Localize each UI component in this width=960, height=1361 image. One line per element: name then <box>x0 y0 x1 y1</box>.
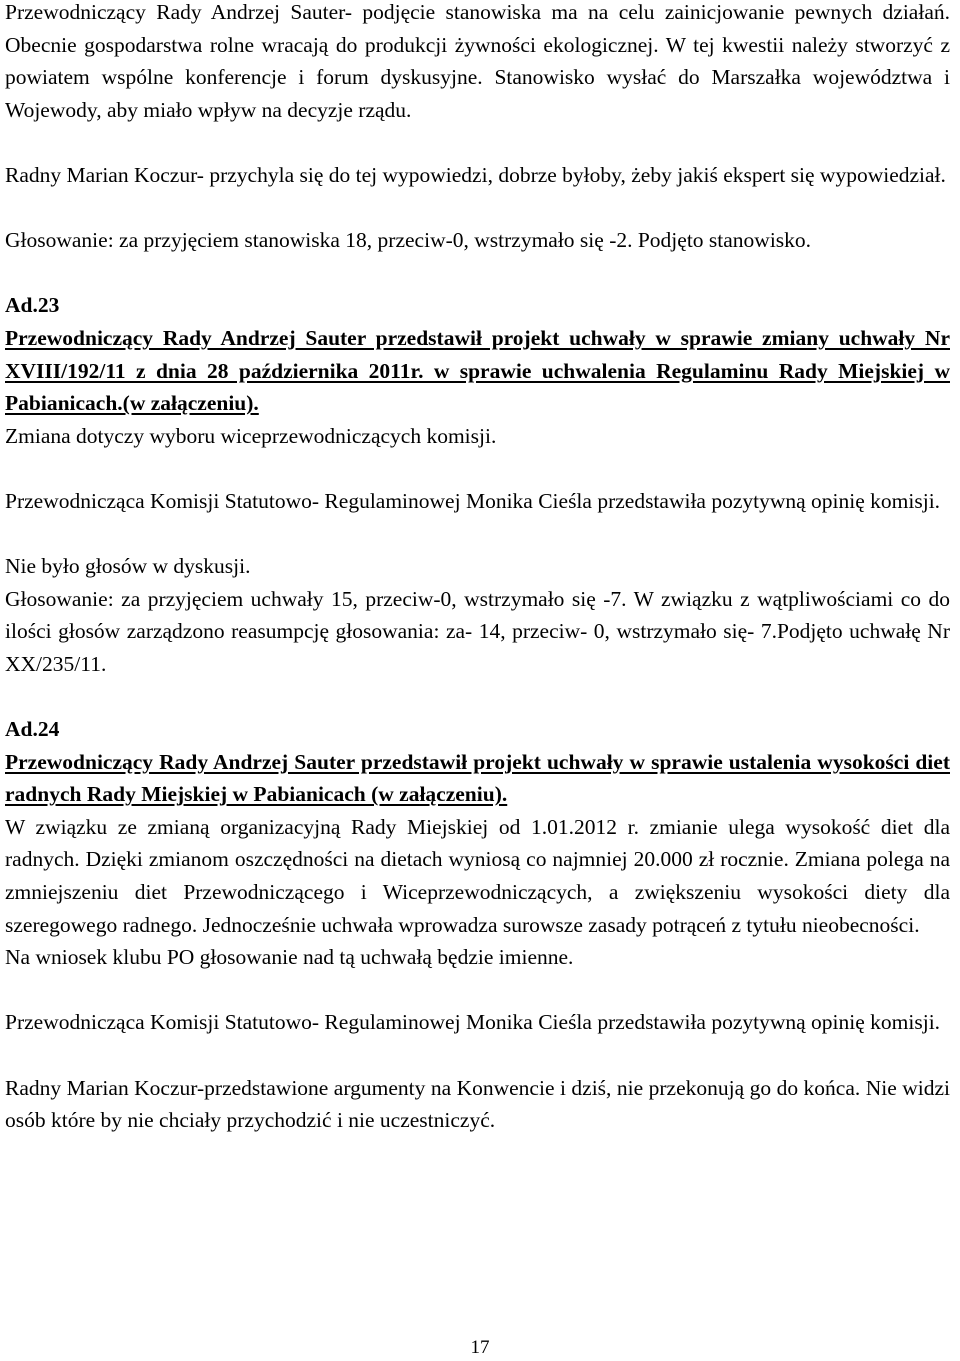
paragraph-ad23-discussion: Nie było głosów w dyskusji. <box>5 554 251 579</box>
spacer <box>5 974 950 1007</box>
spacer <box>5 126 950 159</box>
paragraph-vote-stanowisko: Głosowanie: za przyjęciem stanowiska 18, przeciw-0, wstrzymało się -2. Podjęto stanowisko. <box>5 228 812 253</box>
spacer <box>5 192 950 225</box>
paragraph-ad24-koczur: Radny Marian Koczur-przedstawione argumenty na Konwencie i dziś, nie przekonują go do końca. Nie widzi osób które by nie chciały przychodzić i nie uczestniczyć. <box>5 1075 950 1133</box>
spacer <box>5 452 950 485</box>
paragraph-ad23-vote: Głosowanie: za przyjęciem uchwały 15, przeciw-0, wstrzymało się -7. W związku z wątpliwościami co do ilości głosów zarządzono reasumpcję głosowania: za- 14, przeciw- 0, wstrzymało się- 7.Podjęto uchwałę Nr XX/235/11. <box>5 586 950 676</box>
paragraph-ad23-opinion: Przewodnicząca Komisji Statutowo- Regulaminowej Monika Cieśla przedstawiła pozytywną opinię komisji. <box>5 488 941 513</box>
paragraph-koczur-opinion: Radny Marian Koczur- przychyla się do tej wypowiedzi, dobrze byłoby, żeby jakiś ekspert się wypowiedział. <box>5 162 946 187</box>
agenda-item-title-24: Przewodniczący Rady Andrzej Sauter przedstawił projekt uchwały w sprawie ustalenia wysokości diet radnych Rady Miejskiej w Pabianicach (w załączeniu). <box>5 749 950 807</box>
paragraph-ad24-body-last: Na wniosek klubu PO głosowanie nad tą uchwałą będzie imienne. <box>5 945 574 970</box>
spacer <box>5 257 950 290</box>
page-number: 17 <box>470 1337 490 1358</box>
paragraph-ad23-note: Zmiana dotyczy wyboru wiceprzewodniczących komisji. <box>5 423 497 448</box>
spacer <box>5 518 950 551</box>
spacer <box>5 680 950 713</box>
paragraph-ad24-body: W związku ze zmianą organizacyjną Rady Miejskiej od 1.01.2012 r. zmianie ulega wysokość diet dla radnych. Dzięki zmianom oszczędności na dietach wyniosą co najmniej 20.000 zł rocznie. Zmiana polega na zmniejszeniu diet Przewodniczącego i Wiceprzewodniczących, a zwiększeniu wysokości diety dla szeregowego radnego. Jednocześnie uchwała wprowadza surowsze zasady potrąceń z tytułu nieobecności. <box>5 814 950 937</box>
spacer <box>5 1039 950 1072</box>
agenda-item-heading-24: Ad.24 <box>5 717 60 742</box>
paragraph-sauter-stanowisko: Przewodniczący Rady Andrzej Sauter- podjęcie stanowiska ma na celu zainicjowanie pewnych działań. Obecnie gospodarstwa rolne wracają do produkcji żywności ekologicznej. W tej kwestii należy stworzyć z powiatem wspólne konferencje i forum dyskusyjne. Stanowisko wysłać do Marszałka województwa i Wojewody, aby miało wpływ na decyzje rządu. <box>5 0 950 122</box>
agenda-item-heading-23: Ad.23 <box>5 293 60 318</box>
paragraph-ad24-opinion: Przewodnicząca Komisji Statutowo- Regulaminowej Monika Cieśla przedstawiła pozytywną opinię komisji. <box>5 1010 941 1035</box>
agenda-item-title-23: Przewodniczący Rady Andrzej Sauter przedstawił projekt uchwały w sprawie zmiany uchwały Nr XVIII/192/11 z dnia 28 października 2011r. w sprawie uchwalenia Regulaminu Rady Miejskiej w Pabianicach.(w załączeniu). <box>5 325 950 416</box>
document-page <box>5 0 950 1137</box>
